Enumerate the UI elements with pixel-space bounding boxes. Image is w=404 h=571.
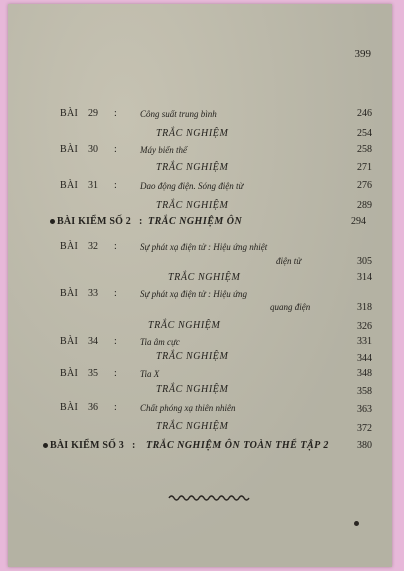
review-title: TRẮC NGHIỆM ÔN bbox=[148, 216, 243, 227]
lesson-title: Dao động điện. Sóng điện từ bbox=[140, 181, 244, 191]
wavy-divider bbox=[168, 494, 250, 502]
lesson-label: BÀI bbox=[60, 108, 79, 119]
page-ref: 246 bbox=[357, 108, 372, 119]
lesson-title: Tia âm cực bbox=[140, 337, 180, 347]
page-ref: 331 bbox=[357, 336, 372, 347]
lesson-label: BÀI bbox=[60, 402, 79, 413]
quiz-title: TRẮC NGHIỆM bbox=[156, 384, 229, 395]
separator-colon: : bbox=[114, 108, 117, 119]
page-number: 399 bbox=[354, 48, 371, 60]
review-title: TRẮC NGHIỆM ÔN TOÀN THỂ TẬP 2 bbox=[146, 440, 329, 451]
separator-colon: : bbox=[114, 180, 117, 191]
lesson-number: 29 bbox=[88, 108, 98, 119]
bullet-icon bbox=[43, 443, 48, 448]
lesson-title: Chất phóng xạ thiên nhiên bbox=[140, 403, 236, 413]
page-ref: 372 bbox=[357, 423, 372, 434]
review-label: BÀI KIỂM SỐ 2 bbox=[57, 216, 132, 227]
page-ref: 294 bbox=[351, 216, 366, 227]
separator-colon: : bbox=[114, 402, 117, 413]
lesson-number: 30 bbox=[88, 144, 98, 155]
separator-colon: : bbox=[114, 368, 117, 379]
lesson-number: 36 bbox=[88, 402, 98, 413]
ink-blot bbox=[354, 521, 359, 526]
lesson-number: 32 bbox=[88, 241, 98, 252]
lesson-number: 31 bbox=[88, 180, 98, 191]
quiz-title: TRẮC NGHIỆM bbox=[148, 320, 221, 331]
lesson-label: BÀI bbox=[60, 336, 79, 347]
page-ref: 318 bbox=[357, 302, 372, 313]
page-ref: 289 bbox=[357, 200, 372, 211]
page-ref: 348 bbox=[357, 368, 372, 379]
page-ref: 254 bbox=[357, 128, 372, 139]
quiz-title: TRẮC NGHIỆM bbox=[156, 200, 229, 211]
lesson-number: 34 bbox=[88, 336, 98, 347]
quiz-title: TRẮC NGHIỆM bbox=[156, 351, 229, 362]
book-page bbox=[8, 4, 392, 567]
lesson-title-cont: quang điện bbox=[270, 302, 311, 312]
quiz-title: TRẮC NGHIỆM bbox=[156, 128, 229, 139]
separator-colon: : bbox=[114, 336, 117, 347]
separator-colon: : bbox=[114, 144, 117, 155]
lesson-label: BÀI bbox=[60, 180, 79, 191]
lesson-label: BÀI bbox=[60, 144, 79, 155]
page-ref: 314 bbox=[357, 272, 372, 283]
lesson-title-cont: điện tử bbox=[276, 256, 302, 266]
quiz-title: TRẮC NGHIỆM bbox=[168, 272, 241, 283]
separator-colon: : bbox=[132, 440, 136, 451]
page-ref: 276 bbox=[357, 180, 372, 191]
page-ref: 358 bbox=[357, 386, 372, 397]
lesson-title: Tia X bbox=[140, 369, 160, 379]
page-ref: 380 bbox=[357, 440, 372, 451]
page-ref: 363 bbox=[357, 404, 372, 415]
separator-colon: : bbox=[114, 241, 117, 252]
page-ref: 344 bbox=[357, 353, 372, 364]
separator-colon: : bbox=[139, 216, 143, 227]
page-ref: 258 bbox=[357, 144, 372, 155]
lesson-label: BÀI bbox=[60, 368, 79, 379]
bullet-icon bbox=[50, 219, 55, 224]
page-ref: 305 bbox=[357, 256, 372, 267]
page-ref: 326 bbox=[357, 321, 372, 332]
quiz-title: TRẮC NGHIỆM bbox=[156, 421, 229, 432]
separator-colon: : bbox=[114, 288, 117, 299]
lesson-label: BÀI bbox=[60, 288, 79, 299]
lesson-title: Máy biến thế bbox=[140, 145, 187, 155]
lesson-number: 33 bbox=[88, 288, 98, 299]
lesson-title: Công suất trung bình bbox=[140, 109, 217, 119]
lesson-title: Sự phát xạ điện tử : Hiệu ứng bbox=[140, 289, 247, 299]
lesson-title: Sự phát xạ điện tử : Hiệu ứng nhiệt bbox=[140, 242, 268, 252]
lesson-number: 35 bbox=[88, 368, 98, 379]
review-label: BÀI KIỂM SỐ 3 bbox=[50, 440, 125, 451]
lesson-label: BÀI bbox=[60, 241, 79, 252]
quiz-title: TRẮC NGHIỆM bbox=[156, 162, 229, 173]
page-ref: 271 bbox=[357, 162, 372, 173]
